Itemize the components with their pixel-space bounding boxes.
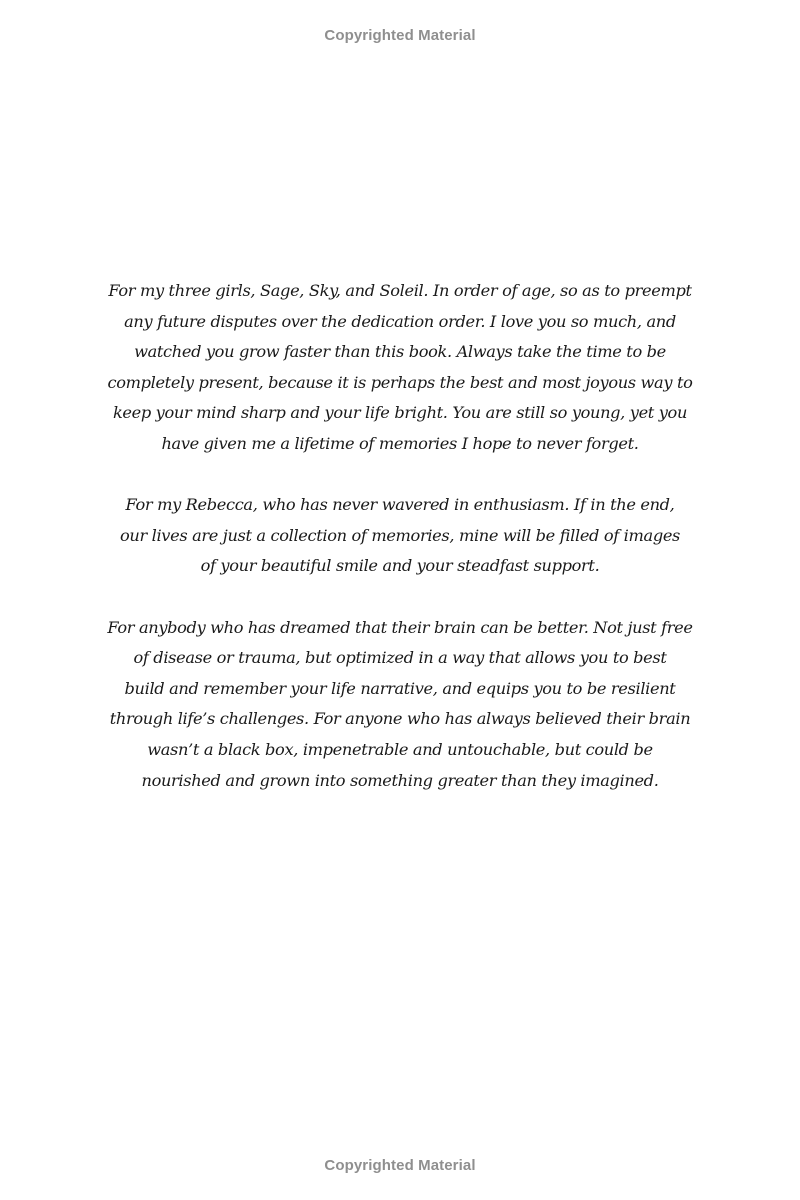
text-line: watched you grow faster than this book. Always take the time to be	[134, 342, 666, 362]
text-line: For anybody who has dreamed that their brain can be better. Not just free	[107, 617, 693, 637]
dedication-paragraph-rebecca	[100, 490, 700, 582]
copyright-watermark-top: Copyrighted Material	[324, 27, 476, 44]
text-line: wasn’t a black box, impenetrable and untouchable, but could be	[147, 739, 653, 759]
dedication-paragraph-readers	[100, 613, 700, 797]
text-line: completely present, because it is perhaps the best and most joyous way to	[107, 372, 693, 392]
text-line: have given me a lifetime of memories I hope to never forget.	[161, 433, 639, 453]
text-line: of disease or trauma, but optimized in a way that allows you to best	[133, 648, 667, 668]
text-line: any future disputes over the dedication order. I love you so much, and	[124, 311, 676, 331]
dedication-paragraph-daughters	[100, 276, 700, 460]
dedication-text	[100, 276, 700, 827]
text-line: build and remember your life narrative, and equips you to be resilient	[124, 678, 676, 698]
text-line: For my three girls, Sage, Sky, and Soleil. In order of age, so as to preempt	[108, 281, 692, 300]
text-line: our lives are just a collection of memories, mine will be filled of images	[119, 525, 681, 545]
text-line: of your beautiful smile and your steadfast support.	[200, 556, 600, 576]
text-line: through life’s challenges. For anyone who has always believed their brain	[109, 709, 691, 729]
copyright-watermark-bottom: Copyrighted Material	[324, 1157, 476, 1174]
text-line: For my Rebecca, who has never wavered in enthusiasm. If in the end,	[125, 495, 675, 515]
text-line: nourished and grown into something greater than they imagined.	[141, 770, 659, 790]
text-line: keep your mind sharp and your life bright. You are still so young, yet you	[112, 403, 688, 423]
